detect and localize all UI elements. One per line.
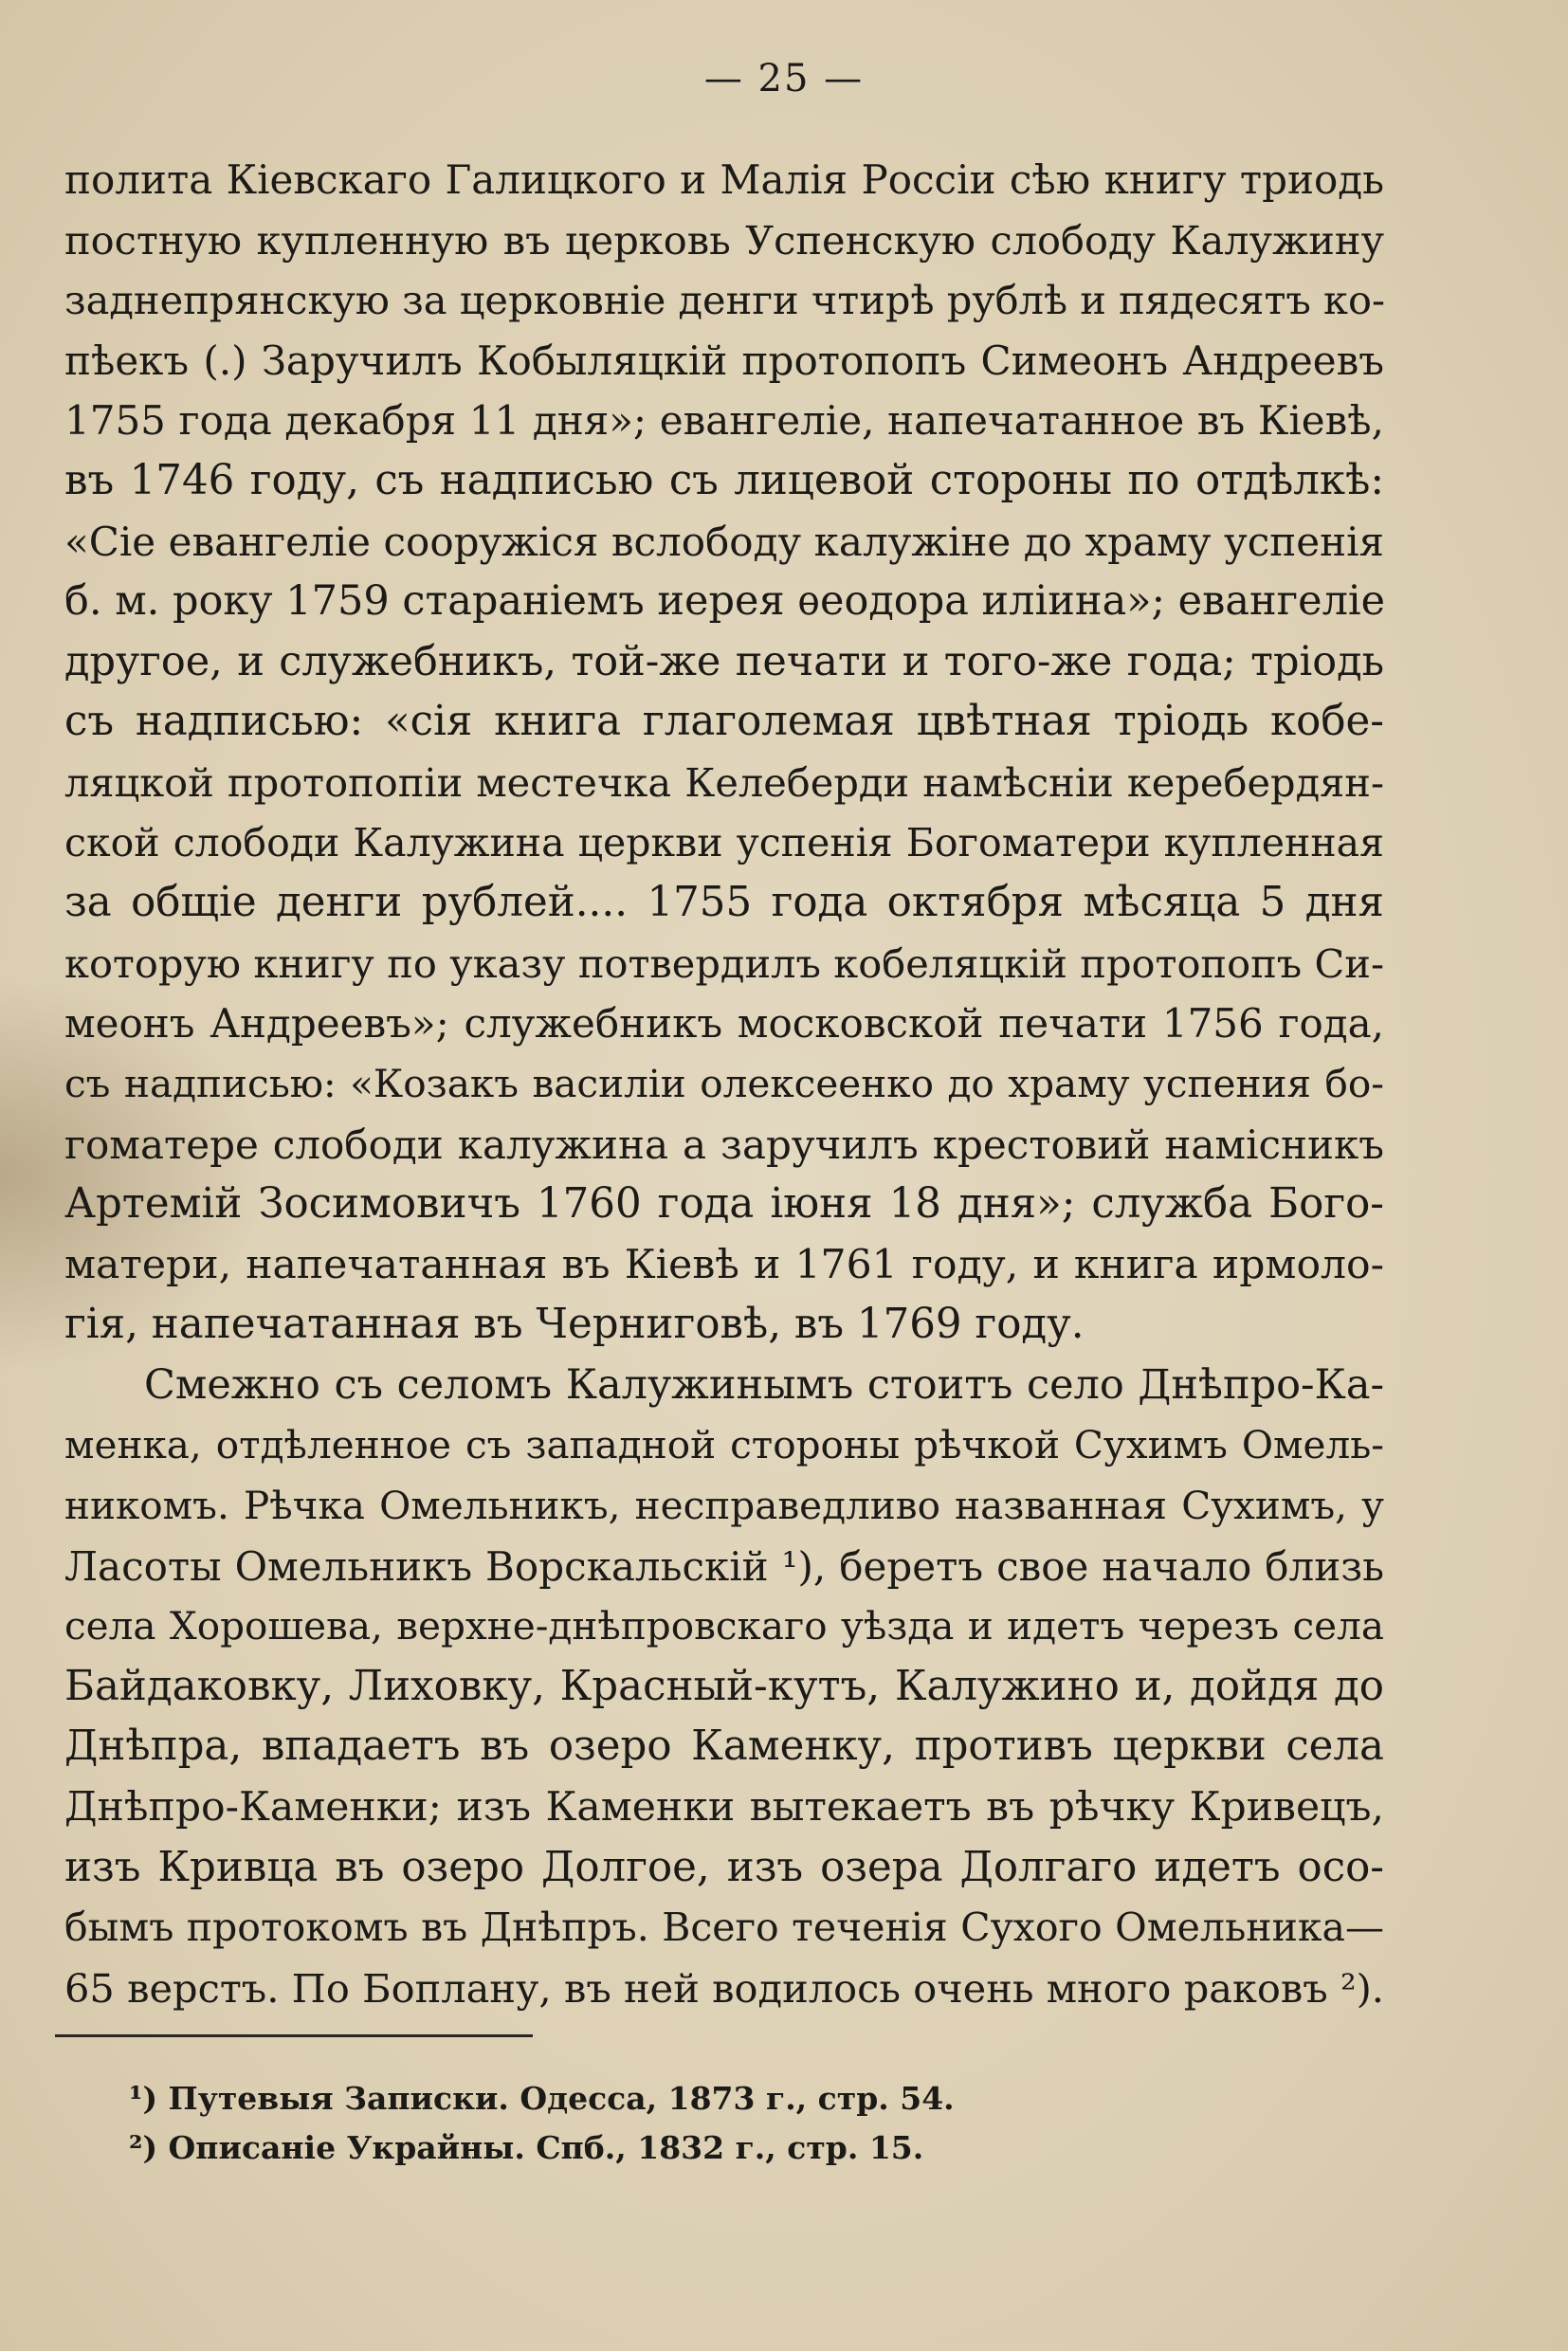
text-line: Байдаковку, Лиховку, Красный-кутъ, Калужино и, дойдя до — [64, 1662, 1384, 1710]
text-line: постную купленную въ церковь Успенскую слободу Калужину — [64, 216, 1384, 264]
text-line: 1755 года декабря 11 дня»; евангеліе, напечатанное въ Кіевѣ, — [64, 397, 1384, 445]
text-line: Днѣпро-Каменки; изъ Каменки вытекаетъ въ рѣчку Кривецъ, — [64, 1784, 1384, 1832]
text-line: никомъ. Рѣчка Омельникъ, несправедливо названная Сухимъ, у — [64, 1483, 1384, 1529]
text-line: села Хорошева, верхне-днѣпровскаго уѣзда и идетъ черезъ села — [64, 1603, 1384, 1649]
text-line: ляцкой протопопіи местечка Келеберди намѣсніи керебердян- — [64, 758, 1384, 806]
footnote-2: ²) Описаніе Украйны. Спб., 1832 г., стр. 15. — [129, 2129, 924, 2166]
text-line: которую книгу по указу потвердилъ кобеляцкій протопопъ Си- — [64, 939, 1384, 987]
footnotes — [129, 2074, 1267, 2173]
paragraph-1 — [64, 150, 1384, 1356]
footnote-divider — [55, 2034, 533, 2037]
text-line: другое, и служебникъ, той-же печати и того-же года; тріодь — [64, 637, 1384, 685]
text-line: въ 1746 году, съ надписью съ лицевой стороны по отдѣлкѣ: — [64, 456, 1384, 504]
text-line: гія, напечатанная въ Черниговѣ, въ 1769 году. — [64, 1301, 1085, 1349]
text-line: гоматере слободи калужина а заручилъ крестовий намісникъ — [64, 1121, 1384, 1168]
text-line: изъ Кривца въ озеро Долгое, изъ озера Долгаго идетъ осо- — [64, 1843, 1384, 1891]
text-line: Ласоты Омельникъ Ворскальскій ¹), беретъ свое начало близь — [64, 1542, 1384, 1590]
body-text — [64, 150, 1384, 2018]
text-line: Смежно съ селомъ Калужинымъ стоитъ село Днѣпро-Ка- — [144, 1360, 1384, 1409]
text-line: съ надписью: «сія книга глаголемая цвѣтная тріодь кобе- — [64, 698, 1384, 746]
text-line: меонъ Андреевъ»; служебникъ московской печати 1756 года, — [64, 1000, 1384, 1048]
text-line: ской слободи Калужина церкви успенія Богоматери купленная — [64, 819, 1384, 866]
text-line: пѣекъ (.) Заручилъ Кобыляцкій протопопъ Симеонъ Андреевъ — [64, 337, 1384, 384]
footnote-1: ¹) Путевыя Записки. Одесса, 1873 г., стр. 54. — [129, 2080, 955, 2117]
text-line: «Сіе евангеліе соорyжіся вслободу калужіне до храму успенія — [64, 518, 1384, 565]
text-line: бымъ протокомъ въ Днѣпръ. Всего теченія Сухого Омельника— — [64, 1904, 1384, 1951]
text-line: Днѣпра, впадаетъ въ озеро Каменку, противъ церкви села — [64, 1722, 1384, 1771]
text-line: 65 верстъ. По Боплану, въ ней водилось очень много раковъ ²). — [64, 1964, 1384, 2012]
text-line: полита Кіевскаго Галицкого и Малія Россіи сѣю книгу триодь — [64, 156, 1384, 203]
page-number: — 25 — — [703, 57, 865, 100]
text-line: Артемій Зосимовичъ 1760 года іюня 18 дня»; служба Бого- — [64, 1180, 1384, 1229]
paragraph-2 — [64, 1356, 1384, 2019]
text-line: менка, отдѣленное съ западной стороны рѣчкой Сухимъ Омель- — [64, 1422, 1384, 1468]
text-line: заднепрянскую за церковніе денги чтирѣ рублѣ и пядесятъ ко- — [64, 277, 1385, 324]
text-line: б. м. року 1759 стараніемъ иерея ѳеодора иліина»; евангеліе — [64, 577, 1386, 626]
text-line: съ надписью: «Козакъ василіи олексеенко до храму успения бо- — [64, 1060, 1384, 1106]
text-line: за общіе денги рублей.... 1755 года октября мѣсяца 5 дня — [64, 879, 1384, 927]
text-line: матери, напечатанная въ Кіевѣ и 1761 году, и книга ирмоло- — [64, 1241, 1384, 1288]
